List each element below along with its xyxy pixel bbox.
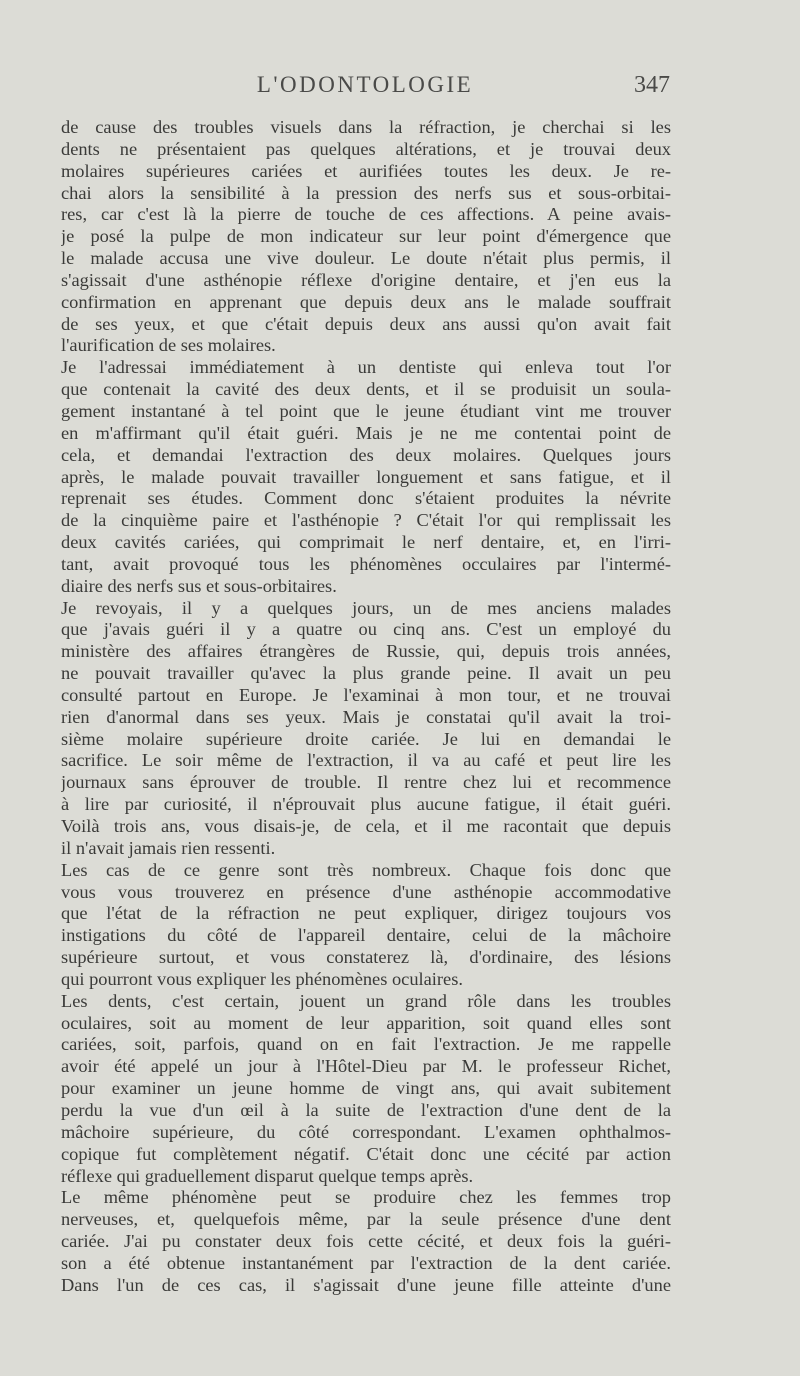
text-line: que l'état de la réfraction ne peut expliquer, dirigez toujours vos [61,903,671,924]
text-line: de la cinquième paire et l'asthénopie ? C'était l'or qui remplissait les [61,510,671,531]
text-line: s'agissait d'une asthénopie réflexe d'origine dentaire, et j'en eus la [61,269,671,290]
text-line: qui pourront vous expliquer les phénomènes oculaires. [61,968,463,989]
text-line: mâchoire supérieure, du côté correspondant. L'examen ophthalmos- [61,1121,671,1142]
text-line: le malade accusa une vive douleur. Le doute n'était plus permis, il [61,248,671,269]
text-line: journaux sans éprouver de trouble. Il rentre chez lui et recommence [61,772,671,793]
text-line: nerveuses, et, quelquefois même, par la seule présence d'une dent [61,1209,671,1230]
text-line: que contenait la cavité des deux dents, et il se produisit un soula- [61,379,671,400]
running-title: L'ODONTOLOGIE [256,72,474,97]
text-line: diaire des nerfs sus et sous-orbitaires. [61,575,337,596]
paragraph [61,598,671,860]
text-line: de ses yeux, et que c'était depuis deux ans aussi qu'on avait fait [61,313,671,334]
text-line: Dans l'un de ces cas, il s'agissait d'une jeune fille atteinte d'une [61,1274,671,1295]
text-line: instigations du côté de l'appareil dentaire, celui de la mâchoire [61,925,671,946]
text-line: pour examiner un jeune homme de vingt ans, qui avait subitement [61,1078,671,1099]
text-line: il n'avait jamais rien ressenti. [61,837,276,858]
text-line: avoir été appelé un jour à l'Hôtel-Dieu par M. le professeur Richet, [61,1056,671,1077]
text-line: res, car c'est là la pierre de touche de ces affections. A peine avais- [61,204,671,225]
text-line: dents ne présentaient pas quelques altérations, et je trouvai deux [61,138,671,159]
text-line: son a été obtenue instantanément par l'extraction de la dent cariée. [61,1252,671,1273]
page-header [60,72,670,106]
text-line: après, le malade pouvait travailler longuement et sans fatigue, et il [61,466,671,487]
text-line: cariées, soit, parfois, quand on en fait l'extraction. Je me rappelle [61,1034,671,1055]
page-number: 347 [634,72,670,98]
paragraph [61,991,671,1188]
text-line: vous vous trouverez en présence d'une asthénopie accommodative [61,881,671,902]
text-line: de cause des troubles visuels dans la réfraction, je cherchai si les [61,117,671,137]
text-line: cela, et demandai l'extraction des deux molaires. Quelques jours [61,444,671,465]
text-line: Je l'adressai immédiatement à un dentiste qui enleva tout l'or [61,357,671,378]
text-line: réflexe qui graduellement disparut quelque temps après. [61,1165,474,1186]
text-line: Les dents, c'est certain, jouent un grand rôle dans les troubles [61,990,671,1011]
text-line: en m'affirmant qu'il était guéri. Mais je ne me contentai point de [61,422,671,443]
paragraph [61,860,671,991]
text-line: Les cas de ce genre sont très nombreux. Chaque fois donc que [61,859,671,880]
text-line: confirmation en apprenant que depuis deux ans le malade souffrait [61,291,671,312]
text-line: sième molaire supérieure droite cariée. Je lui en demandai le [61,728,671,749]
paragraph [61,117,671,357]
text-line: que j'avais guéri il y a quatre ou cinq ans. C'est un employé du [61,619,671,640]
text-line: ministère des affaires étrangères de Russie, qui, depuis trois années, [61,641,671,662]
text-line: copique fut complètement négatif. C'était donc une cécité par action [61,1143,671,1164]
text-line: supérieure surtout, et vous constaterez là, d'ordinaire, des lésions [61,947,671,968]
text-line: ne pouvait travailler qu'avec la plus grande peine. Il avait un peu [61,663,671,684]
text-line: consulté partout en Europe. Je l'examinai à mon tour, et ne trouvai [61,684,671,705]
text-line: rien d'anormal dans ses yeux. Mais je constatai qu'il avait la troi- [61,706,671,727]
text-line: je posé la pulpe de mon indicateur sur leur point d'émergence que [61,226,671,247]
text-line: Je revoyais, il y a quelques jours, un de mes anciens malades [61,597,671,618]
text-line: chai alors la sensibilité à la pression des nerfs sus et sous-orbitai- [61,182,671,203]
text-line: Le même phénomène peut se produire chez les femmes trop [61,1187,671,1208]
text-line: gement instantané à tel point que le jeune étudiant vint me trouver [61,400,671,421]
text-line: reprenait ses études. Comment donc s'étaient produites la névrite [61,488,671,509]
text-line: deux cavités cariées, qui comprimait le nerf dentaire, et, en l'irri- [61,532,671,553]
paragraph [61,1187,671,1296]
text-line: molaires supérieures cariées et aurifiées toutes les deux. Je re- [61,160,671,181]
text-line: à lire par curiosité, il n'éprouvait plus aucune fatigue, il était guéri. [61,794,671,815]
body-text [61,117,671,1297]
paragraph [61,357,671,597]
text-line: l'aurification de ses molaires. [61,335,276,356]
text-line: tant, avait provoqué tous les phénomènes occulaires par l'intermé- [61,553,671,574]
text-line: sacrifice. Le soir même de l'extraction, il va au café et peut lire les [61,750,671,771]
text-line: perdu la vue d'un œil à la suite de l'extraction d'une dent de la [61,1099,671,1120]
text-line: cariée. J'ai pu constater deux fois cette cécité, et deux fois la guéri- [61,1231,671,1252]
text-line: oculaires, soit au moment de leur apparition, soit quand elles sont [61,1012,671,1033]
text-line: Voilà trois ans, vous disais-je, de cela, et il me racontait que depuis [61,816,671,836]
